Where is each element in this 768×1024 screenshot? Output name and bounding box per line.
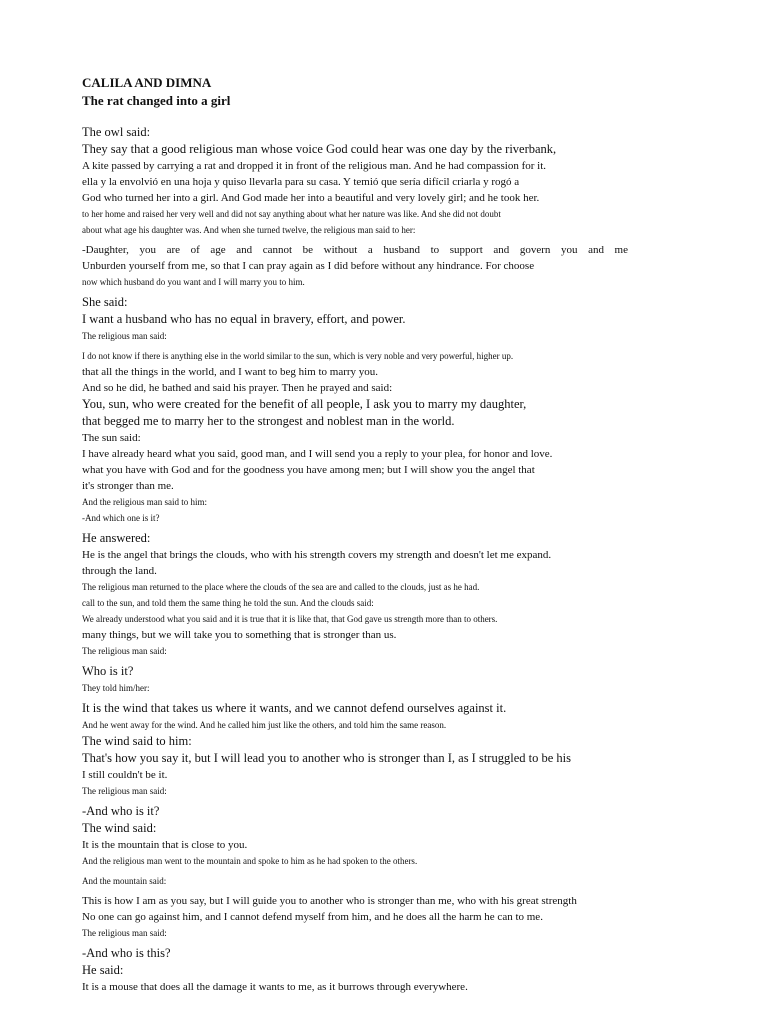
text-line: The owl said: <box>82 125 151 139</box>
document-title: CALILA AND DIMNA <box>82 75 212 90</box>
document-body <box>82 124 630 995</box>
text-line: through the land. <box>82 565 157 577</box>
text-line: -And who is it? <box>82 804 160 818</box>
text-line: He answered: <box>82 531 151 545</box>
text-line: And the religious man said to him: <box>82 497 207 507</box>
text-line: You, sun, who were created for the benefit of all people, I ask you to marry my daughter, <box>82 397 527 411</box>
text-line: God who turned her into a girl. And God made her into a beautiful and very lovely girl; and he took her. <box>82 192 540 204</box>
text-line: I do not know if there is anything else in the world similar to the sun, which is very noble and very powerful, higher up. <box>82 351 514 361</box>
text-line: And he went away for the wind. And he called him just like the others, and told him the same reason. <box>82 720 447 730</box>
text-line: that begged me to marry her to the strongest and noblest man in the world. <box>82 414 455 428</box>
text-line: I have already heard what you said, good man, and I will send you a reply to your plea, for honor and love. <box>82 448 553 460</box>
text-line: I still couldn't be it. <box>82 769 168 781</box>
text-line: The religious man said: <box>82 331 167 341</box>
text-line: She said: <box>82 295 128 309</box>
text-line: A kite passed by carrying a rat and dropped it in front of the religious man. And he had compassion for it. <box>82 160 547 172</box>
text-line: No one can go against him, and I cannot defend myself from him, and he does all the harm he can to me. <box>82 911 543 923</box>
text-line: He said: <box>82 963 124 977</box>
document-subtitle: The rat changed into a girl <box>82 93 231 108</box>
text-line: now which husband do you want and I will marry you to him. <box>82 277 305 287</box>
document-header <box>82 75 230 109</box>
text-line: many things, but we will take you to something that is stronger than us. <box>82 629 397 641</box>
text-line: -Daughter, you are of age and cannot be without a husband to support and govern you and me <box>82 244 628 256</box>
text-line: It is the mountain that is close to you. <box>82 839 248 851</box>
text-line: to her home and raised her very well and did not say anything about what her nature was like. And she did not doubt <box>82 209 501 219</box>
text-line: call to the sun, and told them the same thing he told the sun. And the clouds said: <box>82 598 374 608</box>
text-line: The wind said: <box>82 821 157 835</box>
text-line: The wind said to him: <box>82 734 192 748</box>
text-line: It is a mouse that does all the damage it wants to me, as it burrows through everywhere. <box>82 981 468 993</box>
text-line: The religious man returned to the place where the clouds of the sea are and called to the clouds, just as he had. <box>82 582 480 592</box>
text-line: Who is it? <box>82 664 134 678</box>
text-line: it's stronger than me. <box>82 480 174 492</box>
text-line: The sun said: <box>82 432 141 444</box>
text-line: And so he did, he bathed and said his prayer. Then he prayed and said: <box>82 382 393 394</box>
text-line: Unburden yourself from me, so that I can pray again as I did before without any hindrance. For choose <box>82 260 535 272</box>
text-line: -And who is this? <box>82 946 171 960</box>
text-line: It is the wind that takes us where it wants, and we cannot defend ourselves against it. <box>82 701 507 715</box>
text-line: -And which one is it? <box>82 513 160 523</box>
text-line: ella y la envolvió en una hoja y quiso llevarla para su casa. Y temió que sería difícil criarla y rogó a <box>82 176 520 188</box>
text-line: This is how I am as you say, but I will guide you to another who is stronger than me, who with his great strength <box>82 895 577 907</box>
text-line: about what age his daughter was. And when she turned twelve, the religious man said to her: <box>82 225 416 235</box>
text-line: That's how you say it, but I will lead you to another who is stronger than I, as I struggled to be his <box>82 751 571 765</box>
text-line: what you have with God and for the goodness you have among men; but I will show you the angel that <box>82 464 535 476</box>
text-line: We already understood what you said and it is true that it is like that, that God gave us strength more than to others. <box>82 614 498 624</box>
text-line: He is the angel that brings the clouds, who with his strength covers my strength and doesn't let me expand. <box>82 549 552 561</box>
text-line: And the mountain said: <box>82 876 167 886</box>
text-line: The religious man said: <box>82 786 167 796</box>
text-line: that all the things in the world, and I want to beg him to marry you. <box>82 366 379 378</box>
text-line: I want a husband who has no equal in bravery, effort, and power. <box>82 312 406 326</box>
text-line: They say that a good religious man whose voice God could hear was one day by the riverbank, <box>82 142 557 156</box>
text-line: The religious man said: <box>82 646 167 656</box>
text-line: And the religious man went to the mountain and spoke to him as he had spoken to the others. <box>82 856 418 866</box>
text-line: The religious man said: <box>82 928 167 938</box>
text-line: They told him/her: <box>82 683 150 693</box>
